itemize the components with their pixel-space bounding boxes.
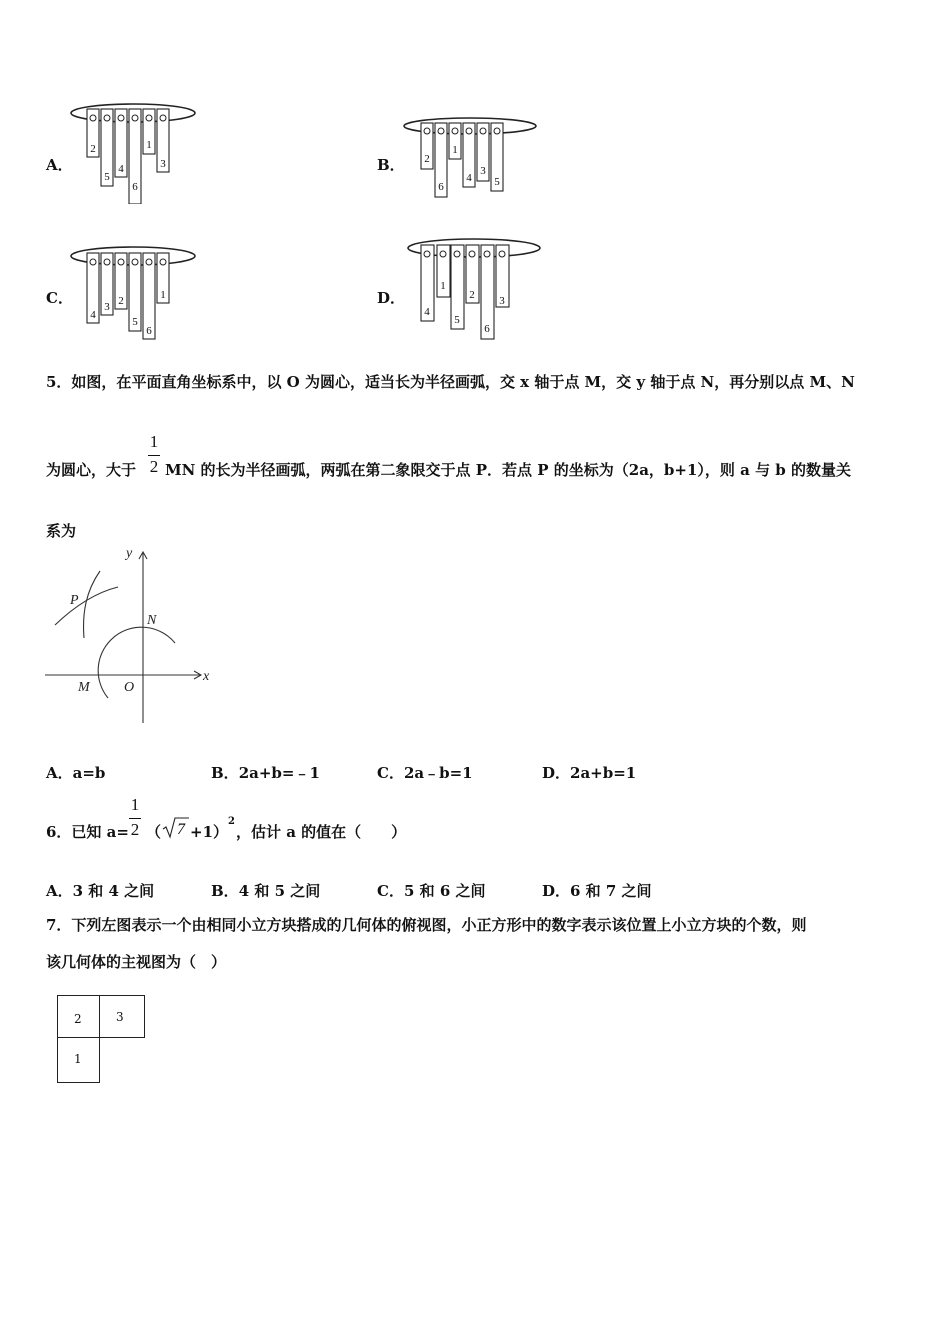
q4-c-tag-label-5: 6 (146, 325, 152, 337)
q6-option-a-letter: A． (46, 882, 73, 900)
q4-b-tag-label-6: 5 (494, 176, 500, 188)
x-axis-label: x (203, 669, 210, 684)
q4-b-tag-label-4: 4 (466, 172, 472, 184)
q7-top-view-grid (57, 995, 147, 1083)
q6-option-c-letter: C． (377, 882, 404, 900)
q4-d-tag-label-5: 6 (484, 323, 490, 335)
q4-a-tag-label-1: 2 (90, 143, 96, 155)
q4-c-tag-label-1: 4 (90, 309, 96, 321)
q6-option-a[interactable] (46, 880, 154, 901)
q6-exponent: 2 (228, 816, 235, 827)
grid-cell-top-left-value: 2 (74, 1012, 82, 1026)
q4-b-tag-label-5: 3 (480, 165, 486, 177)
q5-option-c-letter: C． (377, 764, 404, 782)
point-m-label: M (78, 680, 90, 695)
q6-option-a-text: 3 和 4 之间 (72, 882, 155, 900)
point-n-label: N (147, 613, 157, 628)
q4-a-tag-label-4: 6 (132, 181, 138, 193)
grid-cell-bottom-left (57, 1037, 100, 1083)
q7-stem-line-1: 7．下列左图表示一个由相同小立方块搭成的几何体的俯视图，小正方形中的数字表示该位置上小立方块的个数，则 (46, 916, 807, 934)
q5-option-b-letter: B． (211, 764, 239, 782)
origin-label: O (124, 680, 135, 695)
arc-mn (98, 627, 175, 698)
q7-stem-line-2: 该几何体的主视图为（ ） (46, 953, 227, 971)
q5-stem-line-2-pre: 为圆心，大于 (46, 461, 137, 479)
q4-c-tag-label-2: 3 (104, 301, 110, 313)
q6-option-d[interactable] (542, 880, 652, 901)
q6-stem-post: ，估计 a 的值在（ ） (236, 823, 407, 841)
q5-stem-line-1: 5．如图，在平面直角坐标系中，以 O 为圆心，适当长为半径画弧，交 x 轴于点 M，交 y 轴于点 N，再分别以点 M、N (46, 373, 855, 391)
q4-d-tag-label-4: 2 (469, 289, 475, 301)
q5-option-d-text: 2a+b=1 (570, 764, 637, 782)
q6-stem-pre: 6．已知 a= (46, 823, 129, 841)
q4-c-tag-label-3: 2 (118, 295, 124, 307)
q4-d-tag-label-1: 4 (424, 306, 430, 318)
y-axis-label: y (126, 546, 133, 561)
q6-plus-one: +1） (190, 823, 229, 841)
q6-sqrt-sign (162, 816, 190, 840)
q5-option-d-letter: D． (542, 764, 571, 782)
q5-option-a[interactable] (46, 762, 105, 783)
q5-coordinate-figure (40, 543, 220, 728)
q4-option-d-letter: D． (377, 289, 406, 307)
grid-cell-top-right-value: 3 (116, 1010, 124, 1024)
q5-option-c-text: 2a﹣b=1 (403, 764, 473, 782)
q4-figure-d (406, 232, 546, 340)
q5-option-d[interactable] (542, 762, 636, 783)
q4-a-tag-label-3: 4 (118, 163, 124, 175)
q6-option-c[interactable] (377, 880, 486, 901)
q5-stem-line-3: 系为 (46, 522, 77, 540)
q6-radicand: 7 (177, 821, 185, 838)
q4-figure-b (402, 112, 542, 200)
q4-option-a-letter: A． (46, 156, 73, 174)
q5-option-a-text: a=b (72, 764, 106, 782)
q4-d-tag-label-6: 3 (499, 295, 505, 307)
q4-a-tag-label-2: 5 (104, 171, 110, 183)
q5-stem-line-2-post: MN 的长为半径画弧，两弧在第二象限交于点 P．若点 P 的坐标为（2a，b+1），则 a 与 b 的数量关 (165, 461, 852, 479)
q4-a-tag-label-5: 1 (146, 139, 152, 151)
q4-b-tag-label-1: 2 (424, 153, 430, 165)
q5-option-a-letter: A． (46, 764, 73, 782)
grid-cell-bottom-left-value: 1 (74, 1052, 82, 1066)
q6-fraction-bar (129, 818, 141, 819)
arc-from-n (84, 571, 100, 638)
q6-option-b-letter: B． (211, 882, 239, 900)
q4-figure-c (70, 241, 205, 341)
q6-option-d-text: 6 和 7 之间 (570, 882, 652, 900)
q6-option-b[interactable] (211, 880, 320, 901)
q5-fraction-denominator: 2 (149, 457, 159, 476)
q4-b-tag-label-3: 1 (452, 144, 458, 156)
q4-a-tag-label-6: 3 (160, 158, 166, 170)
q4-c-tag-label-4: 5 (132, 316, 138, 328)
point-p-label: P (70, 593, 79, 608)
q4-figure-a (70, 96, 205, 204)
q4-b-tag-label-2: 6 (438, 181, 444, 193)
q5-option-b[interactable] (211, 762, 320, 783)
q6-fraction-denominator: 2 (130, 820, 140, 839)
arc-from-m (55, 587, 118, 625)
grid-cell-top-right (99, 995, 145, 1038)
q5-fraction-bar (148, 455, 160, 456)
q4-option-b-letter: B． (377, 156, 405, 174)
q6-option-b-text: 4 和 5 之间 (238, 882, 321, 900)
q4-c-tag-label-6: 1 (160, 289, 166, 301)
q6-option-c-text: 5 和 6 之间 (403, 882, 486, 900)
q4-option-c-letter: C． (46, 289, 73, 307)
q6-paren-open: （ (146, 823, 162, 841)
q6-fraction-numerator: 1 (130, 795, 140, 814)
q5-fraction-numerator: 1 (149, 432, 159, 451)
q4-d-tag-label-2: 1 (440, 280, 446, 292)
q5-option-c[interactable] (377, 762, 473, 783)
q5-option-b-text: 2a+b=﹣1 (238, 764, 320, 782)
q6-option-d-letter: D． (542, 882, 571, 900)
q4-d-tag-label-3: 5 (454, 314, 460, 326)
grid-cell-top-left (57, 995, 100, 1038)
